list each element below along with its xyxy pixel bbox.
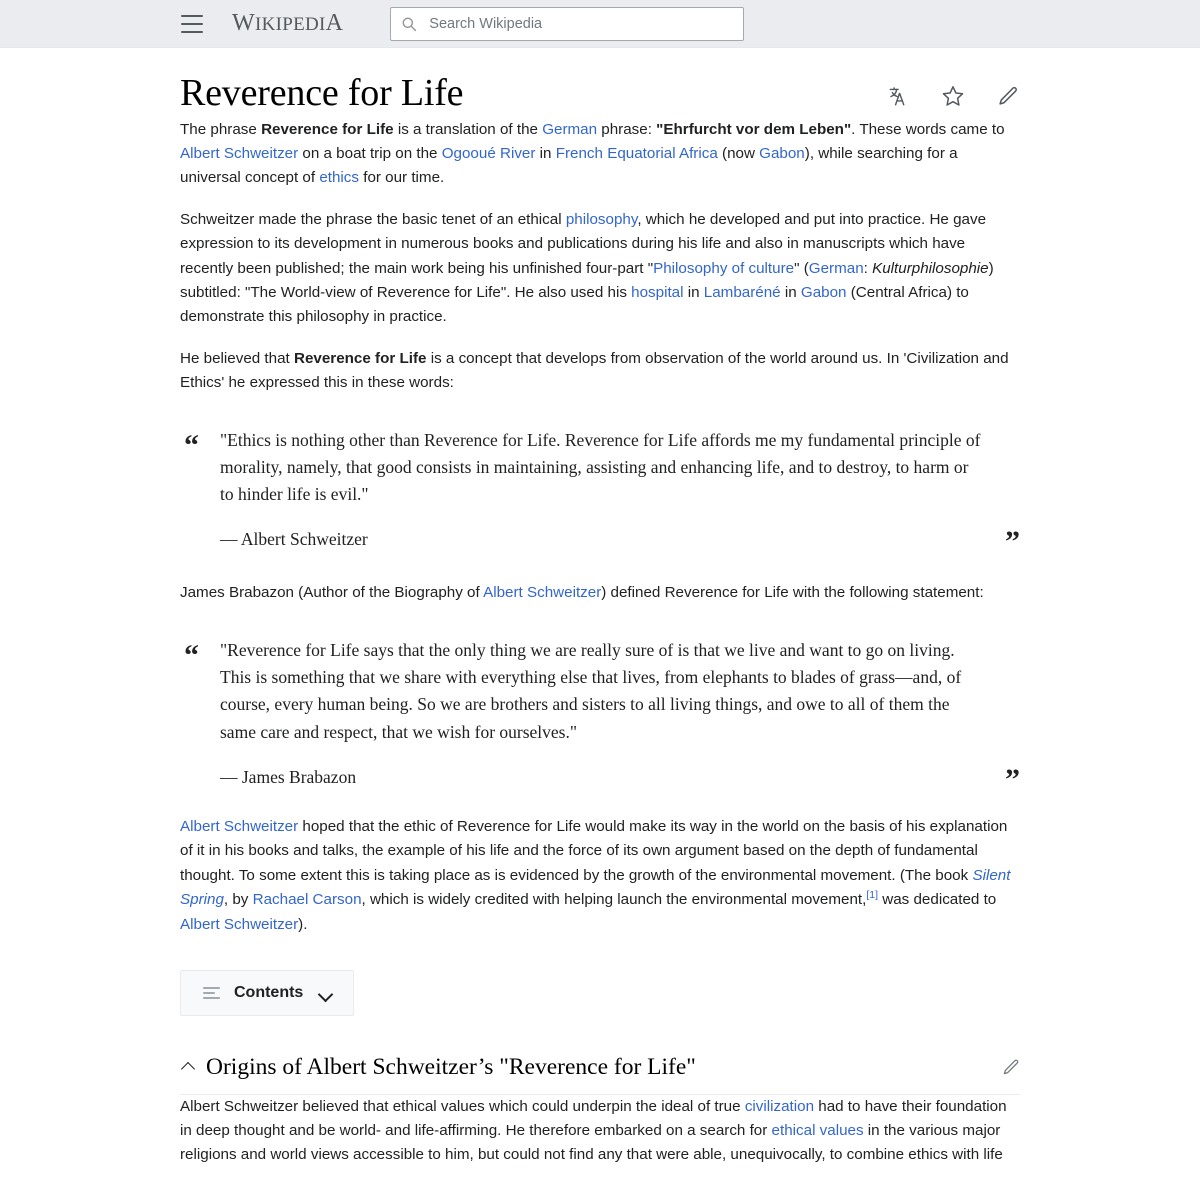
wordmark-first-letter: W [232,10,255,36]
text: on a boat trip on the [298,144,442,162]
list-bar [203,987,220,989]
link-albert-schweitzer[interactable]: Albert Schweitzer [180,915,299,933]
section-title: Origins of Albert Schweitzer’s "Reverence for Life" [206,1054,696,1081]
text: ) subtitled: "The World-view of Reverence for Life". He also used his [180,259,994,301]
text: , by [223,891,253,909]
pencil-icon[interactable] [995,84,1019,108]
bold-term: Reverence for Life [293,349,427,367]
text: He believed that [180,349,294,367]
link-german[interactable]: German [808,259,864,277]
bold-term: Reverence for Life [261,120,394,138]
title-actions [887,70,1020,108]
hamburger-menu-icon[interactable] [181,15,203,33]
text: in the various major religions and world views accessible to him, but could not find any that were able, unequivocally, to combine ethics with life [180,1122,1003,1164]
link-gabon[interactable]: Gabon [800,283,847,301]
paragraph-brabazon-intro [180,581,1020,605]
star-icon[interactable] [941,84,965,108]
wordmark-middle: IKIPEDI [254,14,326,35]
text: : [863,259,873,277]
text: in [780,283,801,301]
text: hoped that the ethic of Reverence for Life would make its way in the world on the basis of his explanation of it in his books and talks, the example of his life and the force of its own argument based on the depth of fundamental thought. To some extent this is taking place as is evidenced by the growth of the environmental movement. (The book [180,818,1008,884]
text: had to have their foundation in deep thought and be world- and life-affirming. He therefore embarked on a search for [180,1097,1007,1140]
search-input[interactable] [427,15,733,33]
link-philosophy-of-culture[interactable]: Philosophy of culture [653,259,795,277]
text: ). [298,915,308,933]
text: ), while searching for a universal concept of [180,144,958,187]
quote-attribution: — Albert Schweitzer [220,529,368,550]
text: . These words came to [851,120,1005,138]
section-edit-pencil-icon[interactable] [1001,1058,1020,1077]
language-icon[interactable] [887,84,911,108]
text: is a concept that develops from observation of the world around us. In 'Civilization and Ethics' he expressed this in these words: [180,349,1009,392]
contents-button[interactable] [180,970,354,1016]
link-lambarene[interactable]: Lambaréné [703,283,781,301]
text: " ( [794,259,809,277]
blockquote-brabazon [180,637,1020,797]
list-icon [203,987,220,999]
link-albert-schweitzer[interactable]: Albert Schweitzer [180,144,299,162]
quote-open-icon: “ [184,638,199,672]
citation-ref-1[interactable] [866,889,878,901]
quote-text: "Reverence for Life says that the only thing we are really sure of is that we live and want to go on living. This is something that we share with everything else that lives, from elephants to blades of grass—and, of course, every human being. So we are brothers and sisters to all living things, and owe to all of them the same care and respect, that we wish for ourselves." [220,639,962,742]
section-heading-origins [180,1052,1020,1095]
citation-link[interactable]: [1] [866,889,879,902]
text: , which he developed and put into practice. He gave expression to its development in numerous books and publications during his life and also in manuscripts which have recently been published; the main work being his unfinished four-part " [180,210,987,277]
text: is a translation of the [393,120,543,138]
chevron-up-icon[interactable] [180,1059,196,1075]
link-hospital[interactable]: hospital [631,283,684,301]
blockquote-schweitzer [180,427,1020,559]
link-ethics[interactable]: ethics [319,169,359,187]
text: (Central Africa) to demonstrate this philosophy in practice. [180,283,969,326]
hamburger-bar [181,31,203,33]
text: phrase: [597,120,657,138]
hamburger-bar [181,23,203,25]
link-albert-schweitzer[interactable]: Albert Schweitzer [483,584,602,602]
paragraph-origins [180,1095,1020,1168]
italic-kulturphilosophie: Kulturphilosophie [872,259,989,277]
link-ogooue-river[interactable]: Ogooué River [441,144,536,162]
contents-label: Contents [234,984,304,1002]
paragraph-philosophy [180,208,1020,330]
quote-text: "Ethics is nothing other than Reverence for Life. Reverence for Life affords me my fundamental principle of morality, namely, that good consists in maintaining, assisting and enhancing life, and to destroy, to harm or to hinder life is evil." [220,429,981,505]
search-icon [401,16,417,32]
link-french-equatorial-africa[interactable]: French Equatorial Africa [555,144,718,162]
text: in [683,283,704,301]
text: in [535,144,556,162]
contents-wrap [180,970,1020,1016]
link-german[interactable]: German [542,120,598,138]
text: Schweitzer made the phrase the basic tenet of an ethical [180,210,566,228]
link-silent-spring[interactable]: Silent Spring [180,866,1011,909]
text: ) defined Reverence for Life with the following statement: [601,584,984,602]
page-title: Reverence for Life [180,72,464,114]
hamburger-bar [181,15,203,17]
site-header [0,0,1200,48]
title-row [180,48,1020,118]
text: (now [717,144,760,162]
text: Albert Schweitzer believed that ethical values which could underpin the ideal of true [180,1097,745,1115]
list-bar [203,997,220,999]
text: for our time. [359,169,445,187]
wordmark-last-letter: A [325,10,344,36]
quote-open-icon: “ [184,428,199,462]
quote-attribution: — James Brabazon [220,767,357,788]
paragraph-intro [180,118,1020,191]
link-ethical-values[interactable]: ethical values [771,1122,864,1140]
link-albert-schweitzer[interactable]: Albert Schweitzer [180,818,299,836]
page-content [0,48,1200,1168]
list-bar [203,992,215,994]
chevron-down-icon [319,989,333,998]
link-philosophy[interactable]: philosophy [565,210,638,228]
link-gabon[interactable]: Gabon [759,144,805,162]
text: , which is widely credited with helping launch the environmental movement, [361,891,867,909]
paragraph-legacy [180,815,1020,937]
quote-close-icon: ” [1005,525,1020,559]
text: was dedicated to [878,891,997,909]
section-heading-left [180,1052,696,1083]
bold-german-phrase: "Ehrfurcht vor dem Leben" [656,120,852,138]
wikipedia-wordmark[interactable] [232,10,343,37]
link-civilization[interactable]: civilization [744,1097,815,1115]
text: James Brabazon (Author of the Biography of [180,584,484,602]
search-box[interactable] [390,7,744,41]
text: The phrase [180,120,262,138]
paragraph-belief [180,347,1020,396]
quote-close-icon: ” [1005,763,1020,797]
link-rachael-carson[interactable]: Rachael Carson [252,891,362,909]
